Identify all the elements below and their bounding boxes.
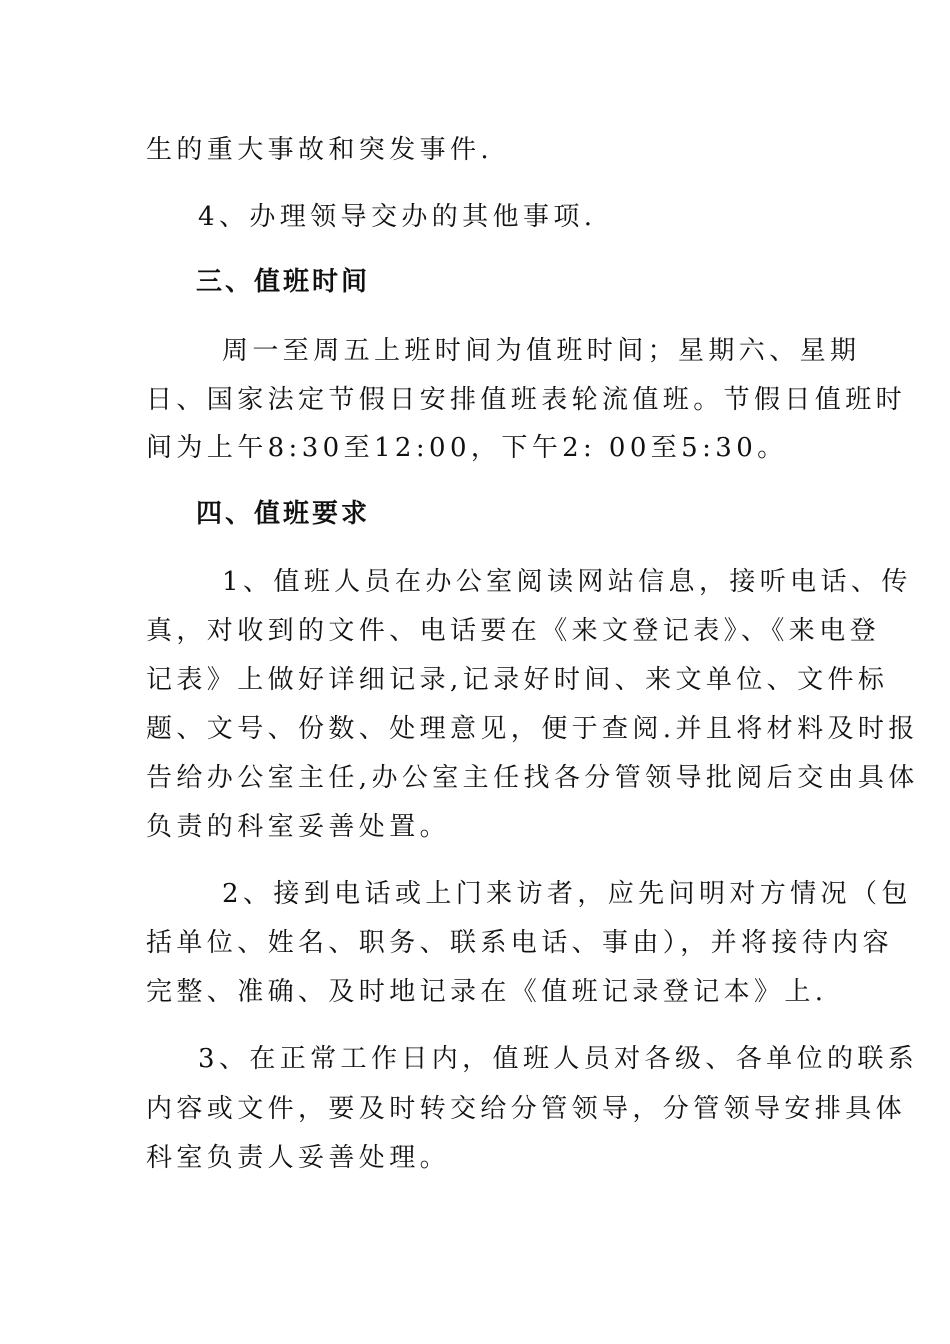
paragraph-line: 负责的科室妥善处置。 bbox=[146, 812, 451, 842]
paragraph-line: 题、文号、份数、处理意见，便于查阅.并且将材料及时报 bbox=[146, 714, 919, 744]
section-heading-duty-time: 三、值班时间 bbox=[196, 267, 371, 297]
paragraph-line: 间为上午8:30至12:00，下午2: 00至5:30。 bbox=[146, 433, 788, 463]
paragraph-line: 完整、准确、及时地记录在《值班记录登记本》上. bbox=[146, 977, 828, 1007]
paragraph-line: 内容或文件，要及时转交给分管领导，分管领导安排具体 bbox=[146, 1094, 907, 1124]
paragraph-line: 科室负责人妥善处理。 bbox=[146, 1143, 451, 1173]
list-item-3: 3、在正常工作日内，值班人员对各级、各单位的联系 bbox=[198, 1044, 919, 1074]
paragraph-line: 记表》上做好详细记录,记录好时间、来文单位、文件标 bbox=[146, 665, 889, 695]
list-item-2: 2、接到电话或上门来访者，应先问明对方情况（包 bbox=[222, 879, 912, 909]
paragraph-line: 日、国家法定节假日安排值班表轮流值班。节假日值班时 bbox=[146, 385, 907, 415]
paragraph-line: 生的重大事故和突发事件. bbox=[146, 135, 494, 165]
paragraph-line: 周一至周五上班时间为值班时间；星期六、星期 bbox=[222, 336, 861, 366]
paragraph-line: 真，对收到的文件、电话要在《来文登记表》、《来电登 bbox=[146, 616, 881, 646]
section-heading-duty-requirements: 四、值班要求 bbox=[196, 499, 371, 529]
paragraph-line: 括单位、姓名、职务、联系电话、事由），并将接待内容 bbox=[146, 928, 894, 958]
paragraph-line: 告给办公室主任,办公室主任找各分管领导批阅后交由具体 bbox=[146, 763, 919, 793]
list-item-1: 1、值班人员在办公室阅读网站信息，接听电话、传 bbox=[222, 567, 912, 597]
list-item-4: 4、办理领导交办的其他事项. bbox=[198, 202, 597, 232]
